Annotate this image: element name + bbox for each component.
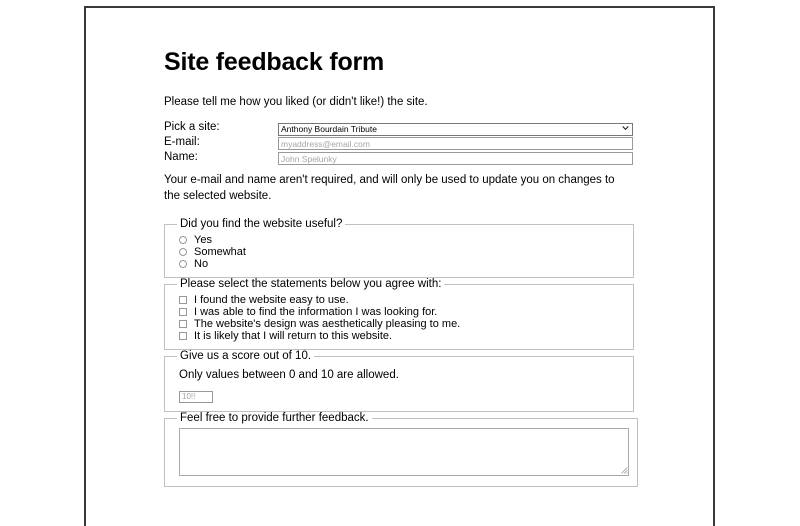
fieldset-agree-statements	[164, 278, 634, 350]
radio-option-yes[interactable]	[173, 234, 625, 246]
page-title: Site feedback form	[164, 48, 385, 76]
field-row-email	[164, 136, 633, 149]
site-label: Pick a site:	[164, 121, 220, 134]
browser-page-frame	[84, 6, 715, 526]
radio-option-no[interactable]	[173, 258, 625, 270]
checkbox-aesthetics[interactable]	[179, 320, 187, 328]
score-input[interactable]	[179, 391, 213, 403]
checkbox-found-information-label: I was able to find the information I was looking for.	[194, 306, 438, 319]
contact-fields	[164, 121, 633, 164]
site-select[interactable]	[278, 123, 633, 136]
name-field-wrapper	[278, 149, 633, 167]
checkbox-option-found-information[interactable]	[173, 306, 625, 318]
score-hint: Only values between 0 and 10 are allowed.	[179, 369, 399, 382]
radio-no[interactable]	[179, 260, 187, 268]
radio-no-label: No	[194, 258, 209, 271]
checkbox-option-will-return[interactable]	[173, 330, 625, 342]
field-row-name	[164, 151, 633, 164]
fieldset-useful-legend: Did you find the website useful?	[180, 218, 343, 231]
feedback-textarea[interactable]	[179, 428, 629, 476]
radio-option-somewhat[interactable]	[173, 246, 625, 258]
fieldset-agree-legend: Please select the statements below you agree with:	[180, 278, 442, 291]
radio-yes-label: Yes	[194, 234, 212, 247]
intro-text: Please tell me how you liked (or didn't like!) the site.	[164, 95, 428, 108]
name-field[interactable]	[278, 152, 633, 165]
radio-somewhat[interactable]	[179, 248, 187, 256]
fieldset-score-legend: Give us a score out of 10.	[180, 350, 312, 363]
checkbox-will-return[interactable]	[179, 332, 187, 340]
site-select-wrapper	[278, 119, 633, 137]
checkbox-found-information[interactable]	[179, 308, 187, 316]
feedback-form	[164, 48, 634, 487]
fieldset-score	[164, 350, 634, 412]
checkbox-will-return-label: It is likely that I will return to this website.	[194, 330, 393, 343]
checkbox-easy-to-use[interactable]	[179, 296, 187, 304]
checkbox-option-easy-to-use[interactable]	[173, 294, 625, 306]
checkbox-option-aesthetics[interactable]	[173, 318, 625, 330]
email-label: E-mail:	[164, 136, 200, 149]
radio-somewhat-label: Somewhat	[194, 246, 246, 259]
radio-yes[interactable]	[179, 236, 187, 244]
privacy-notice: Your e-mail and name aren't required, and will only be used to update you on changes to the selected website.	[164, 174, 615, 202]
checkbox-aesthetics-label: The website's design was aesthetically pleasing to me.	[194, 318, 461, 331]
checkbox-easy-to-use-label: I found the website easy to use.	[194, 294, 349, 307]
feedback-textarea-wrapper	[179, 428, 629, 476]
fieldset-feedback-legend: Feel free to provide further feedback.	[180, 412, 369, 425]
field-row-site	[164, 121, 633, 134]
name-label: Name:	[164, 151, 198, 164]
fieldset-website-useful	[164, 218, 634, 278]
